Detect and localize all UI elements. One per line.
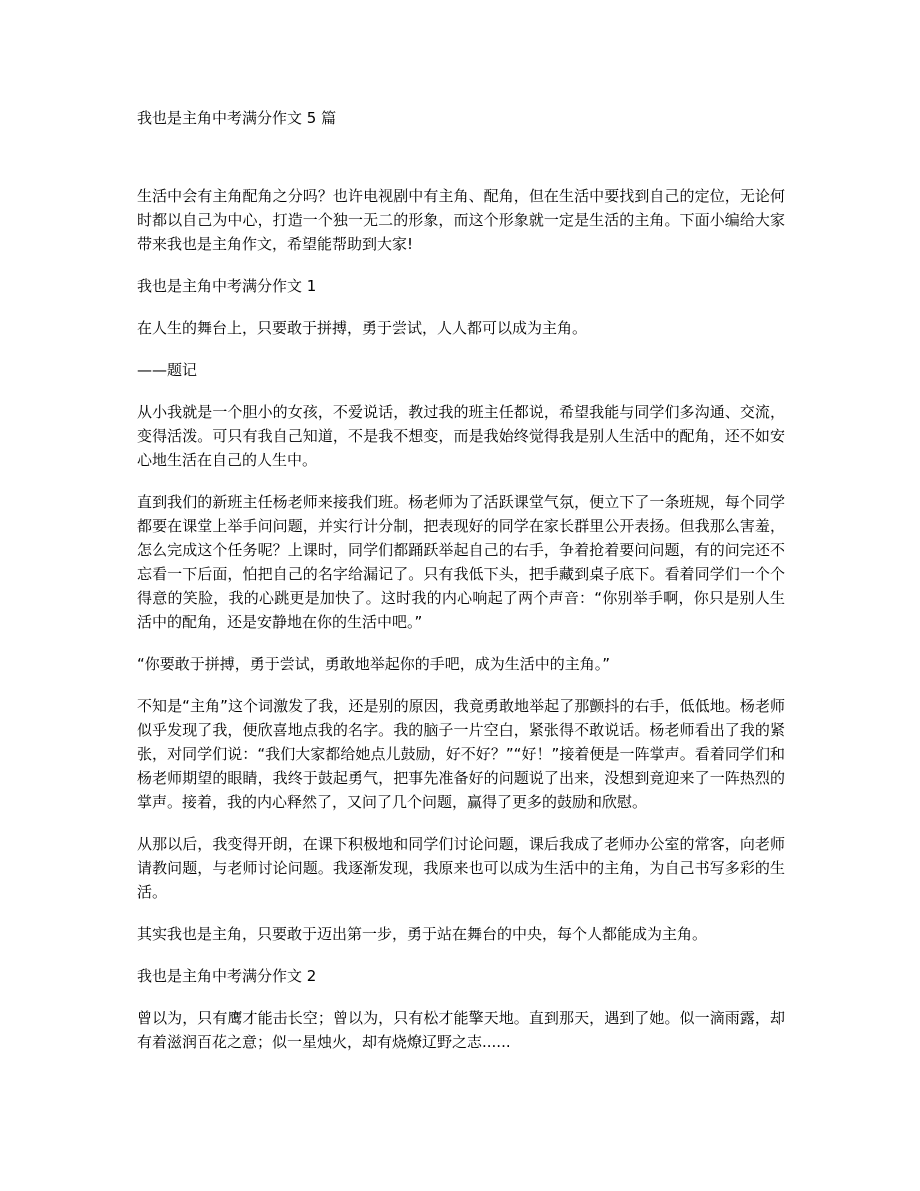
document-body: [137, 184, 785, 1072]
essay-1-paragraph-4: 不知是“主角”这个词激发了我，还是别的原因，我竟勇敢地举起了那颤抖的右手，低低地。杨老师似乎发现了我，便欣喜地点我的名字。我的脑子一片空白，紧张得不敢说话。杨老师看出了我的紧张，对同学们说：“我们大家都给她点儿鼓励，好不好？”“好！”接着便是一阵掌声。看着同学们和杨老师期望的眼睛，我终于鼓起勇气，把事先准备好的问题说了出来，没想到竟迎来了一阵热烈的掌声。接着，我的内心释然了，又问了几个问题，赢得了更多的鼓励和欣慰。: [137, 697, 785, 811]
intro-paragraph: 生活中会有主角配角之分吗？也许电视剧中有主角、配角，但在生活中要找到自己的定位，无论何时都以自己为中心，打造一个独一无二的形象，而这个形象就一定是生活的主角。下面小编给大家带来我也是主角作文，希望能帮助到大家!: [137, 187, 785, 253]
essay-2-heading: 我也是主角中考满分作文 2: [137, 967, 317, 985]
essay-1-paragraph-3: “你要敢于拼搏，勇于尝试，勇敢地举起你的手吧，成为生活中的主角。”: [137, 655, 611, 673]
document-title: 我也是主角中考满分作文 5 篇: [137, 109, 337, 127]
essay-1-paragraph-1: 从小我就是一个胆小的女孩，不爱说话，教过我的班主任都说，希望我能与同学们多沟通、交流，变得活泼。可只有我自己知道，不是我不想变，而是我始终觉得我是别人生活中的配角，还不如安心地生活在自己的人生中。: [137, 403, 785, 469]
essay-2-paragraph-1: 曾以为，只有鹰才能击长空；曾以为，只有松才能擎天地。直到那天，遇到了她。似一滴雨露，却有着滋润百花之意；似一星烛火，却有烧燎辽野之志......: [137, 1009, 785, 1051]
essay-1-epigraph-note: ——题记: [137, 361, 198, 379]
essay-1-heading: 我也是主角中考满分作文 1: [137, 277, 317, 295]
essay-1-paragraph-6: 其实我也是主角，只要敢于迈出第一步，勇于站在舞台的中央，每个人都能成为主角。: [137, 925, 708, 943]
essay-1-epigraph: 在人生的舞台上，只要敢于拼搏，勇于尝试，人人都可以成为主角。: [137, 319, 588, 337]
essay-1-paragraph-5: 从那以后，我变得开朗，在课下积极地和同学们讨论问题，课后我成了老师办公室的常客，向老师请教问题，与老师讨论问题。我逐渐发现，我原来也可以成为生活中的主角，为自己书写多彩的生活。: [137, 835, 785, 901]
essay-1-paragraph-2: 直到我们的新班主任杨老师来接我们班。杨老师为了活跃课堂气氛，便立下了一条班规，每个同学都要在课堂上举手问问题，并实行计分制，把表现好的同学在家长群里公开表扬。但我那么害羞，怎么完成这个任务呢？上课时，同学们都踊跃举起自己的右手，争着抢着要问问题，有的问完还不忘看一下后面，怕把自己的名字给漏记了。只有我低下头，把手藏到桌子底下。看着同学们一个个得意的笑脸，我的心跳更是加快了。这时我的内心响起了两个声音：“你别举手啊，你只是别人生活中的配角，还是安静地在你的生活中吧。”: [137, 493, 785, 631]
